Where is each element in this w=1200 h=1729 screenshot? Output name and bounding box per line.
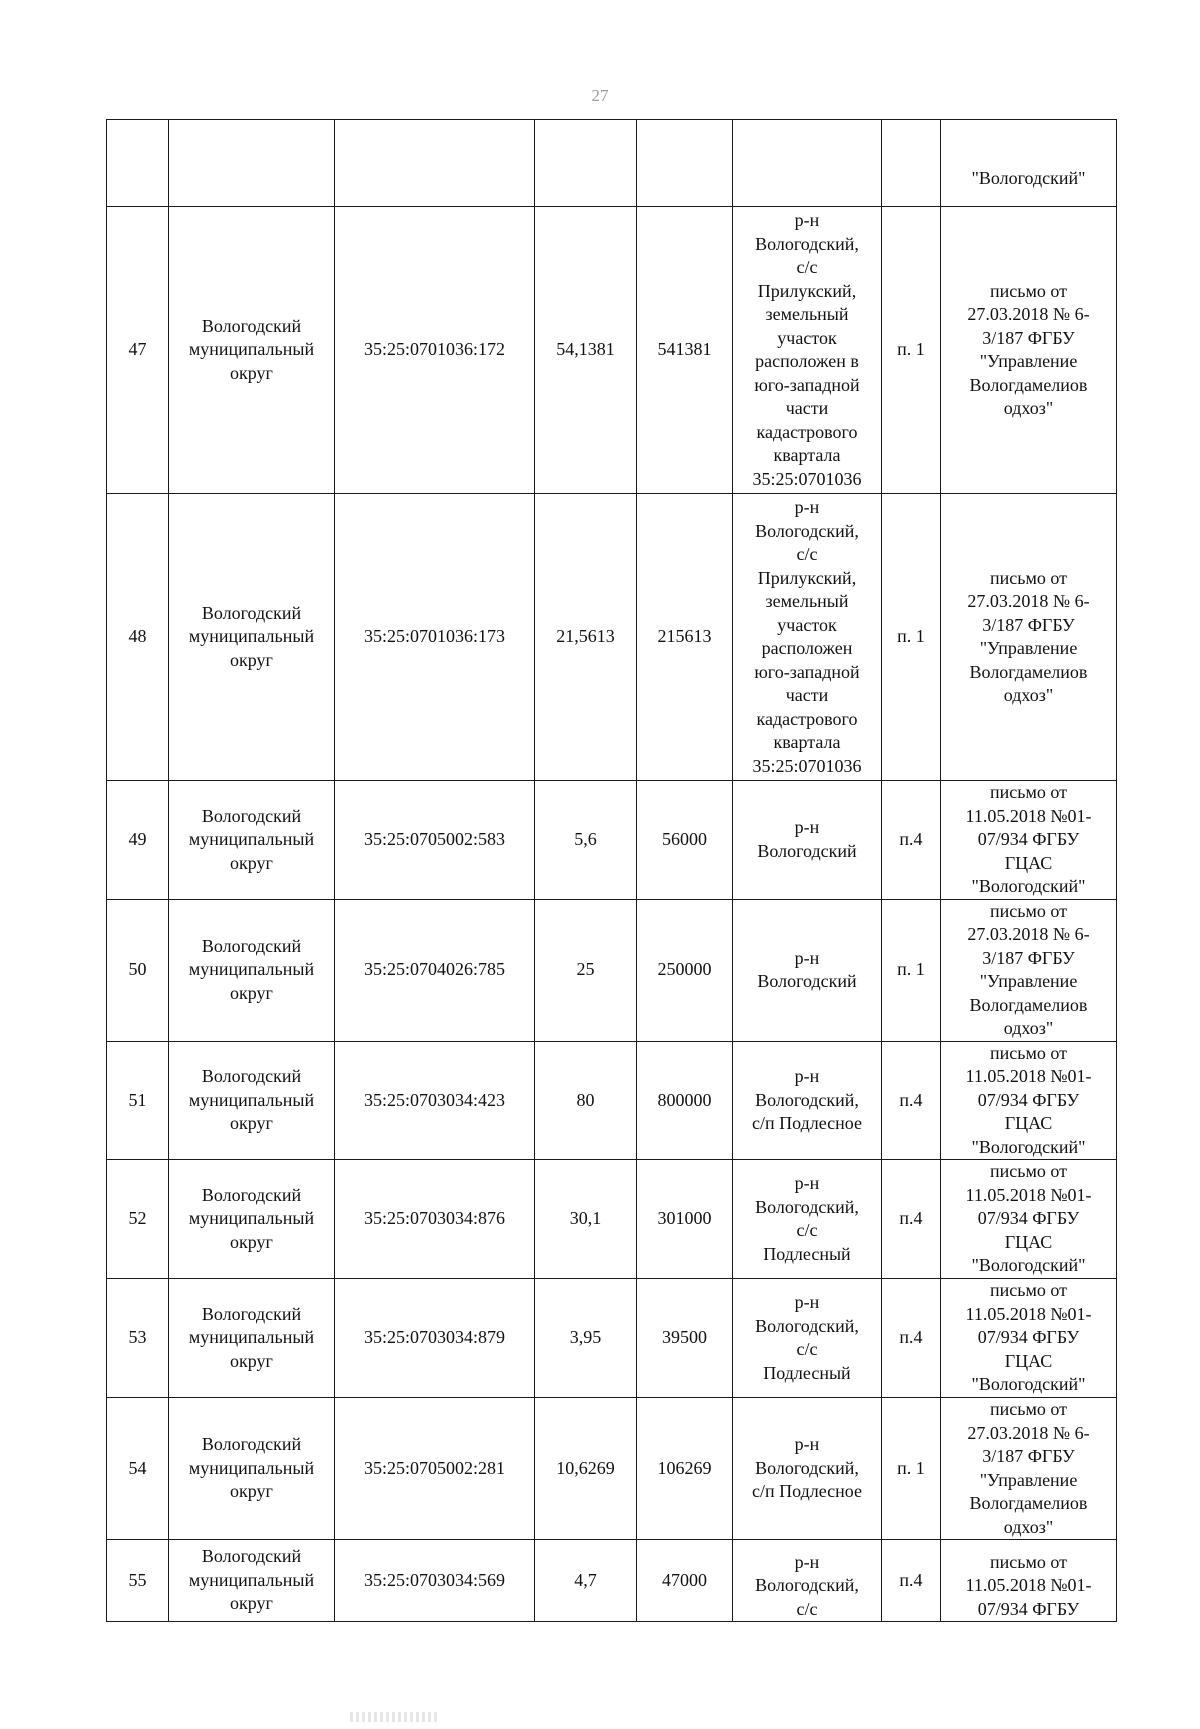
cell-location-line: р-н	[794, 1434, 820, 1455]
cell-location-line: Вологодский,	[755, 1196, 859, 1217]
cell-area-ha	[535, 781, 637, 900]
cell-cadastral-line: 35:25:0703034:569	[363, 1569, 505, 1590]
cell-location-line: Вологодский,	[755, 1315, 859, 1336]
cell-document-line: письмо от	[990, 1280, 1067, 1301]
cell-owner-line: округ	[230, 982, 273, 1003]
cell-owner-line: муниципальный	[188, 1327, 315, 1348]
cell-cadastral-line: 35:25:0703034:876	[363, 1208, 505, 1229]
cell-num-line: 51	[128, 1089, 147, 1110]
cell-num	[107, 1279, 169, 1398]
cell-document-line: письмо от	[990, 900, 1067, 921]
cell-cadastral-line: 35:25:0705002:583	[363, 829, 505, 849]
cell-document-line: "Управление	[979, 1469, 1078, 1490]
cell-clause	[882, 1160, 941, 1279]
cell-num-line: 49	[128, 829, 147, 849]
cell-document-line: "Управление	[979, 638, 1078, 658]
table-row	[107, 494, 1117, 781]
cell-document-line: Вологдамелиов	[969, 1493, 1088, 1513]
cell-area-m2-line: 39500	[662, 1327, 707, 1348]
cell-area-m2-line: 215613	[657, 626, 712, 647]
cell-owner	[169, 494, 335, 781]
cell-cadastral-line: 35:25:0705002:281	[363, 1457, 505, 1478]
cell-document-line: "Вологодский"	[971, 1136, 1086, 1157]
cell-location-line: расположен	[761, 638, 853, 658]
cell-location-line: р-н	[794, 1173, 820, 1193]
cell-document-line: ГЦАС	[1004, 1231, 1053, 1252]
cell-document-line: одхоз"	[1003, 1516, 1054, 1537]
cell-location	[733, 781, 882, 900]
cell-location-line: участок	[777, 614, 837, 635]
cell-location-line: Вологодский,	[755, 1457, 859, 1478]
cell-location-line: р-н	[794, 1551, 820, 1572]
cell-location	[733, 207, 882, 494]
cell-area-m2	[637, 1398, 733, 1540]
cell-owner-line: округ	[230, 852, 273, 873]
cell-area-m2	[637, 120, 733, 207]
cell-area-ha-line: 5,6	[574, 829, 597, 849]
cell-owner-line: Вологодский	[201, 315, 302, 336]
cell-location-line: квартала	[773, 732, 841, 752]
cell-location-line: Вологодский,	[755, 1089, 859, 1110]
cell-location-line: 35:25:0701036	[752, 755, 862, 776]
table-row	[107, 207, 1117, 494]
cell-document	[941, 1398, 1117, 1540]
cell-area-ha-line: 30,1	[569, 1208, 602, 1229]
cell-clause-line: п. 1	[897, 339, 925, 360]
cell-clause-line: п. 1	[897, 626, 925, 647]
cell-area-ha-line: 4,7	[574, 1569, 597, 1590]
cell-clause	[882, 1041, 941, 1160]
table-row	[107, 1041, 1117, 1160]
cell-location-line: Вологодский	[757, 840, 857, 861]
cell-owner-line: муниципальный	[188, 1208, 315, 1229]
cell-area-ha-line: 25	[576, 959, 595, 980]
cell-area-ha-line: 80	[576, 1089, 595, 1110]
cell-owner	[169, 781, 335, 900]
cell-location-line: участок	[777, 327, 837, 348]
cell-num-line: 48	[128, 626, 147, 647]
cell-location-line: с/с	[796, 1339, 818, 1359]
cell-location-line: Прилукский,	[757, 280, 857, 301]
cell-document-line: 3/187 ФГБУ	[982, 947, 1075, 968]
cell-area-m2	[637, 781, 733, 900]
cell-cadastral	[335, 1041, 535, 1160]
cell-location-line: расположен в	[755, 351, 859, 371]
cell-location-line: юго-западной	[754, 661, 860, 682]
cell-area-m2	[637, 1540, 733, 1622]
cell-location-line: кадастрового	[756, 421, 858, 442]
cell-location	[733, 1540, 882, 1622]
table-body	[107, 120, 1117, 1622]
cell-area-m2-line: 106269	[657, 1457, 712, 1478]
cell-document-line: "Управление	[979, 351, 1078, 371]
cell-location-line: с/п Подлесное	[751, 1481, 862, 1502]
cell-location-line: р-н	[794, 817, 820, 838]
cell-document-line: 3/187 ФГБУ	[982, 614, 1075, 635]
cell-location-line: части	[785, 398, 829, 418]
cell-cadastral-line: 35:25:0703034:423	[363, 1089, 505, 1110]
cell-document-line: письмо от	[990, 1042, 1067, 1063]
cell-document-line: 07/934 ФГБУ	[977, 1598, 1080, 1619]
cell-cadastral	[335, 1540, 535, 1622]
cell-document-line: "Вологодский"	[971, 1255, 1086, 1276]
cell-owner-line: Вологодский	[201, 1434, 302, 1455]
cell-location-line: кадастрового	[756, 708, 858, 729]
cell-owner	[169, 1540, 335, 1622]
cell-location	[733, 1160, 882, 1279]
cell-num-line: 53	[128, 1327, 147, 1348]
cell-cadastral	[335, 494, 535, 781]
cell-area-m2-line: 47000	[662, 1569, 707, 1590]
cell-owner-line: Вологодский	[201, 805, 302, 826]
cell-location-line: р-н	[794, 947, 820, 968]
cell-document-line: 07/934 ФГБУ	[977, 1327, 1080, 1348]
cell-owner-line: муниципальный	[188, 626, 315, 647]
cell-num-line: 54	[128, 1457, 147, 1478]
cell-location-line: земельный	[765, 304, 849, 324]
cell-area-ha	[535, 899, 637, 1041]
cell-location	[733, 1041, 882, 1160]
cell-location-line: Подлесный	[763, 1362, 851, 1383]
cell-clause-line: п. 1	[897, 959, 925, 980]
cell-owner-line: муниципальный	[188, 1457, 315, 1478]
cell-num	[107, 1041, 169, 1160]
cell-document	[941, 494, 1117, 781]
cell-location-line: юго-западной	[754, 374, 860, 395]
cell-location-line: земельный	[765, 591, 849, 611]
cell-document-line: 11.05.2018 №01-	[965, 1184, 1092, 1205]
cell-document-line: "Управление	[979, 971, 1078, 991]
cell-document-line: 07/934 ФГБУ	[977, 829, 1080, 849]
cell-document-line: 27.03.2018 № 6-	[967, 304, 1090, 324]
cell-document-line: 27.03.2018 № 6-	[967, 924, 1090, 944]
cell-owner-line: Вологодский	[201, 1184, 302, 1205]
cell-clause	[882, 1279, 941, 1398]
cell-document	[941, 1279, 1117, 1398]
cell-cadastral	[335, 120, 535, 207]
cell-document-line: письмо от	[990, 782, 1067, 802]
cell-num	[107, 1540, 169, 1622]
cell-location-line: с/с	[796, 1220, 818, 1240]
cell-num-line: 52	[128, 1208, 147, 1229]
cell-cadastral	[335, 899, 535, 1041]
cell-area-m2-line: 250000	[657, 959, 712, 980]
cell-document-line: Вологдамелиов	[969, 374, 1088, 395]
scan-artifact	[350, 1712, 440, 1722]
cell-owner-line: округ	[230, 649, 273, 670]
cell-num-line: 50	[128, 959, 147, 980]
cell-document	[941, 207, 1117, 494]
cell-location-line: Вологодский,	[755, 520, 859, 541]
cell-area-m2	[637, 899, 733, 1041]
cell-area-ha	[535, 207, 637, 494]
cell-num	[107, 1160, 169, 1279]
cell-area-ha	[535, 120, 637, 207]
cell-num	[107, 899, 169, 1041]
cell-document-line: письмо от	[990, 1399, 1067, 1419]
cell-num	[107, 781, 169, 900]
cell-location-line: Вологодский,	[755, 233, 859, 254]
table-row	[107, 1540, 1117, 1622]
cell-owner	[169, 899, 335, 1041]
cell-clause	[882, 1398, 941, 1540]
cell-location-line: 35:25:0701036	[752, 468, 862, 489]
cell-location-line: Вологодский	[757, 971, 857, 991]
cell-area-ha	[535, 1398, 637, 1540]
cell-location	[733, 120, 882, 207]
cell-area-m2-line: 800000	[657, 1089, 712, 1110]
cell-owner	[169, 1041, 335, 1160]
cell-owner-line: муниципальный	[188, 1569, 315, 1590]
cell-document-line: одхоз"	[1003, 1018, 1054, 1038]
cell-clause-line: п.4	[899, 1327, 923, 1348]
cell-cadastral	[335, 781, 535, 900]
table-row	[107, 1160, 1117, 1279]
cell-location-line: с/п Подлесное	[751, 1113, 862, 1133]
cell-area-ha-line: 54,1381	[556, 339, 615, 360]
cell-owner-line: Вологодский	[201, 602, 302, 623]
cell-location-line: с/с	[796, 1598, 818, 1619]
cell-clause-line: п.4	[899, 829, 923, 849]
cell-cadastral-line: 35:25:0703034:879	[363, 1327, 505, 1348]
cell-document-line: 11.05.2018 №01-	[965, 1303, 1092, 1324]
cell-document-line: 27.03.2018 № 6-	[967, 591, 1090, 611]
cell-document-line: Вологдамелиов	[969, 661, 1088, 682]
cell-area-ha	[535, 1540, 637, 1622]
cell-cadastral	[335, 1398, 535, 1540]
cell-cadastral-line: 35:25:0701036:172	[363, 339, 505, 360]
cell-document-line: 07/934 ФГБУ	[977, 1089, 1080, 1110]
cell-clause	[882, 207, 941, 494]
table-row	[107, 1279, 1117, 1398]
cell-location	[733, 494, 882, 781]
land-registry-table	[106, 119, 1117, 1622]
cell-location-line: с/с	[796, 257, 818, 277]
cell-owner	[169, 1398, 335, 1540]
cell-document-line: письмо от	[990, 567, 1067, 588]
cell-document-line: "Вологодский"	[971, 876, 1086, 896]
cell-area-ha	[535, 494, 637, 781]
cell-clause-line: п.4	[899, 1089, 923, 1110]
cell-owner-line: Вологодский	[201, 1546, 302, 1567]
cell-num	[107, 207, 169, 494]
cell-clause	[882, 120, 941, 207]
cell-owner-line: Вологодский	[201, 1066, 302, 1086]
cell-document-line: ГЦАС	[1004, 1113, 1053, 1133]
cell-owner-line: округ	[230, 1593, 273, 1614]
cell-location-line: Подлесный	[763, 1243, 851, 1264]
cell-location	[733, 1279, 882, 1398]
cell-document-line: 27.03.2018 № 6-	[967, 1422, 1090, 1443]
cell-area-m2	[637, 207, 733, 494]
cell-document	[941, 1540, 1117, 1622]
cell-document-line: 11.05.2018 №01-	[965, 805, 1092, 826]
cell-clause-line: п.4	[899, 1569, 923, 1590]
cell-num	[107, 120, 169, 207]
cell-area-m2-line: 541381	[657, 339, 712, 360]
cell-area-m2-line: 301000	[657, 1208, 712, 1229]
cell-clause	[882, 899, 941, 1041]
cell-owner-line: муниципальный	[188, 829, 315, 849]
cell-location-line: с/с	[796, 544, 818, 564]
table-row-continued	[107, 120, 1117, 207]
page-number: 27	[591, 86, 609, 105]
cell-document	[941, 1160, 1117, 1279]
cell-location-line: р-н	[794, 210, 820, 230]
cell-owner-line: округ	[230, 362, 273, 383]
cell-document-line: 07/934 ФГБУ	[977, 1208, 1080, 1229]
cell-area-m2-line: 56000	[662, 829, 707, 849]
cell-document-line: Вологдамелиов	[969, 994, 1088, 1015]
cell-area-ha-line: 3,95	[569, 1327, 602, 1348]
cell-area-m2	[637, 1160, 733, 1279]
cell-document	[941, 120, 1117, 207]
cell-clause-line: п. 1	[897, 1457, 925, 1478]
cell-document-line: 11.05.2018 №01-	[965, 1066, 1092, 1086]
cell-document-line: одхоз"	[1003, 685, 1054, 705]
cell-location-line: части	[785, 685, 829, 705]
cell-document	[941, 1041, 1117, 1160]
cell-owner	[169, 120, 335, 207]
table-row	[107, 899, 1117, 1041]
cell-owner-line: муниципальный	[188, 339, 315, 360]
cell-document-line: письмо от	[990, 1551, 1067, 1572]
cell-location-line: р-н	[794, 1292, 820, 1312]
cell-document-line: одхоз"	[1003, 398, 1054, 418]
cell-cadastral	[335, 1160, 535, 1279]
cell-area-m2	[637, 1279, 733, 1398]
cell-owner-line: Вологодский	[201, 1303, 302, 1324]
cell-area-ha-line: 10,6269	[556, 1457, 615, 1478]
cell-area-ha-line: 21,5613	[556, 626, 615, 647]
cell-document	[941, 781, 1117, 900]
cell-document-line: письмо от	[990, 1161, 1067, 1182]
document-text: "Вологодский"	[971, 167, 1086, 188]
cell-area-m2	[637, 1041, 733, 1160]
cell-num-line: 47	[128, 339, 147, 360]
cell-area-ha	[535, 1041, 637, 1160]
cell-num-line: 55	[128, 1569, 147, 1590]
cell-document-line: письмо от	[990, 280, 1067, 301]
cell-area-ha	[535, 1279, 637, 1398]
cell-clause-line: п.4	[899, 1208, 923, 1229]
cell-owner	[169, 207, 335, 494]
cell-area-m2	[637, 494, 733, 781]
cell-clause	[882, 781, 941, 900]
cell-document-line: 3/187 ФГБУ	[982, 1446, 1075, 1466]
cell-cadastral-line: 35:25:0704026:785	[363, 959, 505, 980]
cell-owner-line: округ	[230, 1231, 273, 1252]
cell-owner-line: округ	[230, 1350, 273, 1371]
cell-location-line: р-н	[794, 1066, 820, 1086]
cell-document-line: 11.05.2018 №01-	[965, 1575, 1092, 1595]
cell-document-line: "Вологодский"	[971, 1374, 1086, 1395]
cell-location-line: квартала	[773, 445, 841, 465]
cell-location	[733, 1398, 882, 1540]
cell-clause	[882, 494, 941, 781]
cell-location-line: Вологодский,	[755, 1575, 859, 1595]
cell-owner-line: муниципальный	[188, 959, 315, 980]
table-row	[107, 1398, 1117, 1540]
cell-owner-line: Вологодский	[201, 935, 302, 956]
cell-cadastral	[335, 1279, 535, 1398]
cell-area-ha	[535, 1160, 637, 1279]
cell-owner	[169, 1279, 335, 1398]
cell-cadastral	[335, 207, 535, 494]
cell-location-line: Прилукский,	[757, 567, 857, 588]
cell-owner-line: округ	[230, 1113, 273, 1133]
cell-clause	[882, 1540, 941, 1622]
cell-document-line: ГЦАС	[1004, 852, 1053, 873]
cell-location	[733, 899, 882, 1041]
cell-document	[941, 899, 1117, 1041]
cell-cadastral-line: 35:25:0701036:173	[363, 626, 505, 647]
cell-owner-line: муниципальный	[188, 1089, 315, 1110]
cell-location-line: р-н	[794, 497, 820, 517]
cell-num	[107, 1398, 169, 1540]
cell-document-line: 3/187 ФГБУ	[982, 327, 1075, 348]
cell-num	[107, 494, 169, 781]
cell-owner	[169, 1160, 335, 1279]
cell-owner-line: округ	[230, 1481, 273, 1502]
table-row	[107, 781, 1117, 900]
cell-document-line: ГЦАС	[1004, 1350, 1053, 1371]
